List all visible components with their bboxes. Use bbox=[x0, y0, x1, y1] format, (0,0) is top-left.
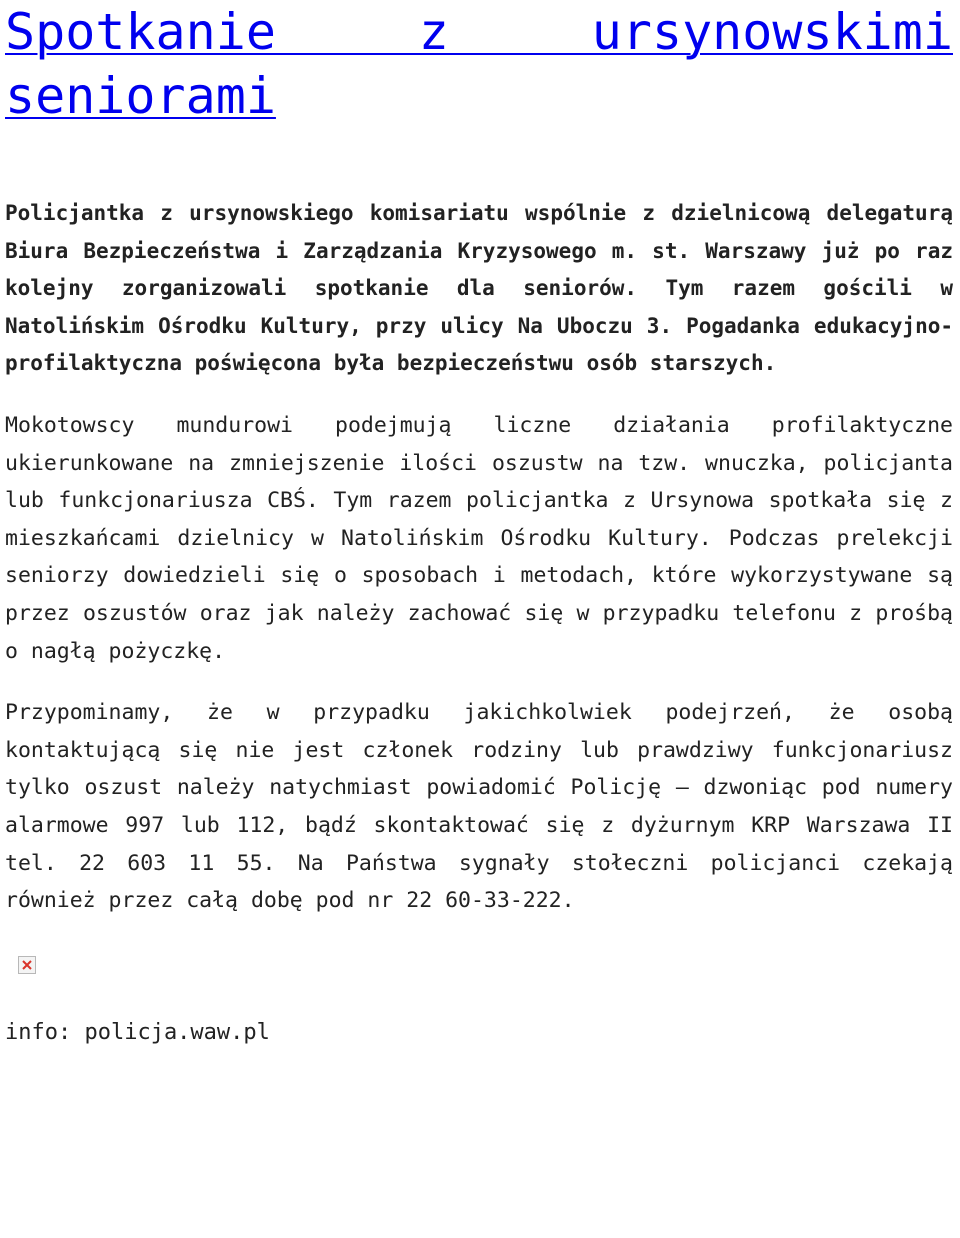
article-paragraph-1: Mokotowscy mundurowi podejmują liczne działania profilaktyczne ukierunkowane na zmniejszenie ilości oszustw na tzw. wnuczka, policjanta lub funkcjonariusza CBŚ. Tym razem policjantka z Ursynowa spotkała się z mieszkańcami dzielnicy w Natolińskim Ośrodku Kultury. Podczas prelekcji seniorzy dowiedzieli się o sposobach i metodach, które wykorzystywane są przez oszustów oraz jak należy zachować się w przypadku telefonu z prośbą o nagłą pożyczkę. bbox=[5, 412, 953, 664]
article-source: info: policja.waw.pl bbox=[5, 1019, 270, 1045]
article-paragraph-2: Przypominamy, że w przypadku jakichkolwiek podejrzeń, że osobą kontaktującą się nie jest członek rodziny lub prawdziwy funkcjonariusz tylko oszust należy natychmiast powiadomić Policję – dzwoniąc pod numery alarmowe 997 lub 112, bądź skontaktować się z dyżurnym KRP Warszawa II tel. 22 603 11 55. Na Państwa sygnały stołeczni policjanci czekają również przez całą dobę pod nr 22 60-33-222. bbox=[5, 700, 953, 914]
article-title bbox=[5, 0, 953, 128]
article-lead: Policjantka z ursynowskiego komisariatu wspólnie z dzielnicową delegaturą Biura Bezpieczeństwa i Zarządzania Kryzysowego m. st. Warszawy już po raz kolejny zorganizowali spotkanie dla seniorów. Tym razem gościli w Natolińskim Ośrodku Kultury, przy ulicy Na Uboczu 3. Pogadanka edukacyjno-profilaktyczna poświęcona była bezpieczeństwu osób starszych. bbox=[5, 201, 953, 376]
article bbox=[5, 0, 953, 1051]
article-title-link[interactable]: Spotkanie z ursynowskimi seniorami bbox=[5, 3, 953, 125]
article-image bbox=[18, 956, 38, 976]
broken-image-icon bbox=[18, 956, 36, 974]
